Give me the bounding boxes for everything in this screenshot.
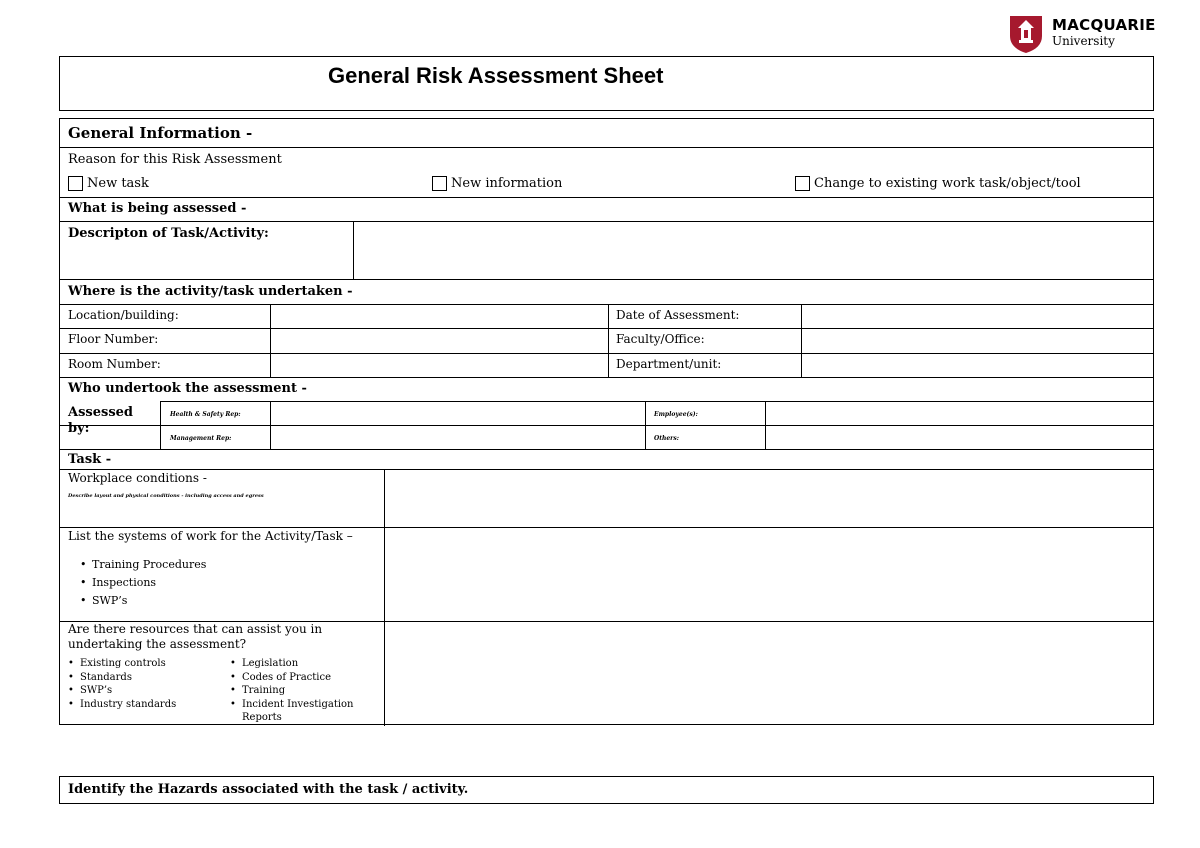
who-heading: Who undertook the assessment - [68, 381, 307, 396]
assessed-heading: What is being assessed - [68, 201, 247, 216]
others-label: Others: [654, 435, 679, 442]
faculty-field[interactable] [803, 330, 1153, 351]
department-label: Department/unit: [616, 357, 722, 371]
option-change-existing-label: Change to existing work task/object/tool [814, 176, 1081, 191]
option-new-information-label: New information [451, 176, 563, 191]
hs-rep-label: Health & Safety Rep: [170, 411, 241, 418]
location-field[interactable] [272, 306, 606, 327]
form-table [59, 118, 1154, 725]
reason-label: Reason for this Risk Assessment [68, 152, 282, 167]
option-new-task-label: New task [87, 176, 149, 191]
assessed-by-label: Assessed by: [68, 405, 133, 436]
resources-list-right [230, 657, 354, 725]
list-item: • Codes of Practice [230, 671, 354, 685]
location-label: Location/building: [68, 308, 179, 322]
mgmt-rep-field[interactable] [272, 427, 644, 448]
description-label: Descripton of Task/Activity: [68, 226, 269, 241]
systems-label: List the systems of work for the Activity/Task – [68, 529, 353, 543]
checkbox-new-task[interactable] [68, 176, 83, 191]
hazards-label: Identify the Hazards associated with the task / activity. [68, 782, 469, 797]
list-item: • Legislation [230, 657, 354, 671]
list-item: • Inspections [80, 574, 206, 592]
logo-subtitle: University [1052, 34, 1115, 48]
resources-list-left [68, 657, 176, 711]
hazards-box [59, 776, 1154, 804]
list-item: • Training [230, 684, 354, 698]
department-field[interactable] [803, 355, 1153, 376]
resources-field[interactable] [387, 623, 1153, 724]
description-field[interactable] [356, 223, 1152, 277]
employees-field[interactable] [767, 403, 1153, 424]
floor-field[interactable] [272, 330, 606, 351]
room-label: Room Number: [68, 357, 161, 371]
workplace-note: Describe layout and physical conditions - including access and egress [68, 493, 264, 499]
systems-field[interactable] [387, 529, 1153, 620]
date-label: Date of Assessment: [616, 308, 740, 322]
page-title: General Risk Assessment Sheet [328, 63, 664, 88]
faculty-label: Faculty/Office: [616, 332, 705, 346]
employees-label: Employee(s): [654, 411, 698, 418]
workplace-field[interactable] [387, 471, 1153, 526]
list-item: • Standards [68, 671, 176, 685]
others-field[interactable] [767, 427, 1153, 448]
university-logo [1008, 14, 1156, 54]
task-heading: Task - [68, 452, 112, 467]
resources-label-line1: Are there resources that can assist you in [68, 622, 323, 636]
checkbox-new-information[interactable] [432, 176, 447, 191]
title-box [59, 56, 1154, 111]
date-field[interactable] [803, 306, 1153, 327]
systems-list [80, 556, 206, 610]
hs-rep-field[interactable] [272, 403, 644, 424]
list-item-continuation: Reports [242, 712, 282, 723]
list-item: • Industry standards [68, 698, 176, 712]
shield-logo-icon [1008, 14, 1044, 54]
list-item: • SWP’s [68, 684, 176, 698]
list-item: • Incident Investigation [230, 698, 354, 712]
list-item: • Training Procedures [80, 556, 206, 574]
where-heading: Where is the activity/task undertaken - [68, 284, 353, 299]
mgmt-rep-label: Management Rep: [170, 435, 232, 442]
workplace-label: Workplace conditions - [68, 471, 207, 485]
floor-label: Floor Number: [68, 332, 159, 346]
logo-name: MACQUARIE [1052, 16, 1156, 34]
general-info-heading: General Information - [68, 124, 253, 142]
resources-label-line2: undertaking the assessment? [68, 637, 247, 651]
checkbox-change-existing[interactable] [795, 176, 810, 191]
list-item: • Existing controls [68, 657, 176, 671]
list-item: • SWP’s [80, 592, 206, 610]
room-field[interactable] [272, 355, 606, 376]
